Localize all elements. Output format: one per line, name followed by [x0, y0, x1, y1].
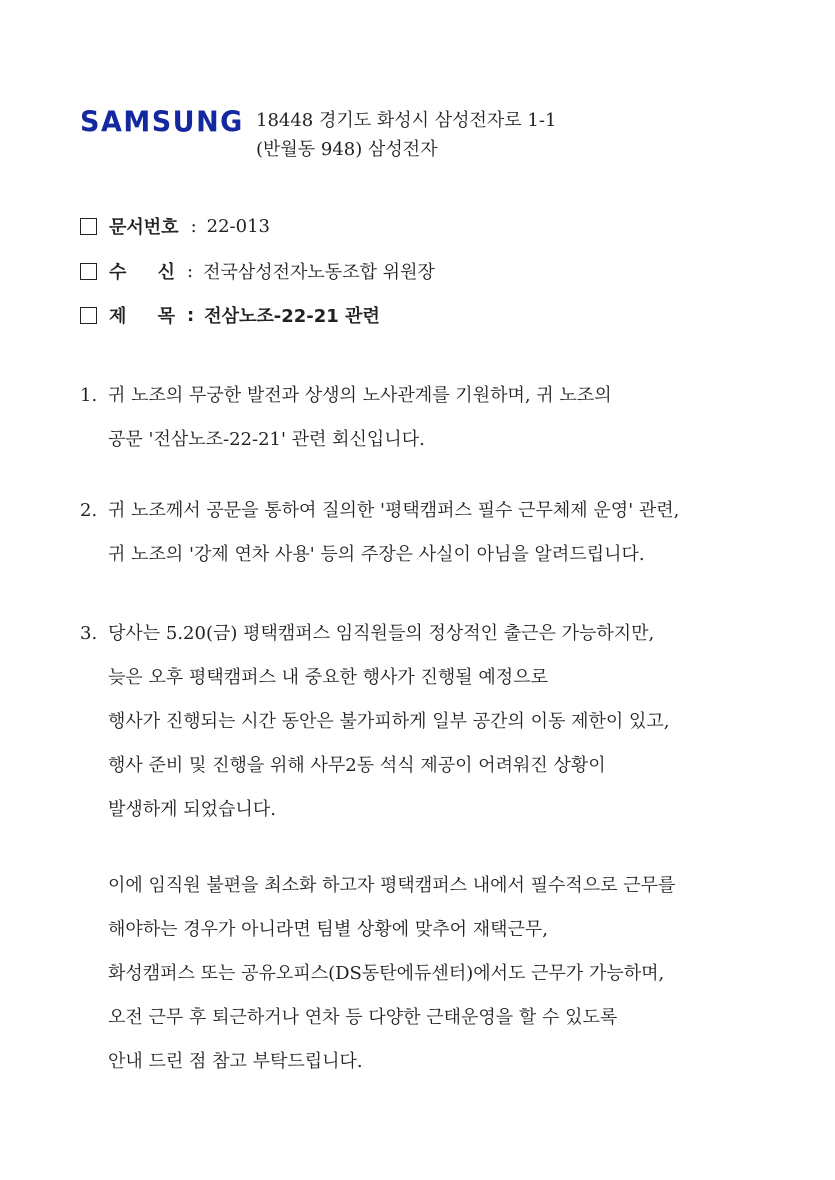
company-address [256, 106, 556, 164]
meta-subject [80, 302, 380, 328]
address-line-2: (반월동 948) 삼성전자 [256, 139, 438, 160]
paragraph-line: 오전 근무 후 퇴근하거나 연차 등 다양한 근태운영을 할 수 있도록 [108, 1007, 618, 1028]
paragraph-line: 안내 드린 점 참고 부탁드립니다. [108, 1051, 363, 1072]
paragraph-line: 행사 준비 및 진행을 위해 사무2동 석식 제공이 어려워진 상황이 [108, 755, 606, 776]
paragraph-line: 해야하는 경우가 아니라면 팀별 상황에 맞추어 재택근무, [108, 919, 548, 940]
colon: : [187, 304, 195, 326]
paragraph-2 [80, 489, 679, 577]
recipient-label: 수 신 [109, 262, 175, 283]
checkbox-square-icon [80, 218, 97, 235]
paragraph-line: 공문 '전삼노조-22-21' 관련 회신입니다. [108, 429, 425, 450]
letterhead [80, 106, 556, 164]
checkbox-square-icon [80, 263, 97, 280]
paragraph-line: 늦은 오후 평택캠퍼스 내 중요한 행사가 진행될 예정으로 [108, 667, 548, 688]
address-line-1: 18448 경기도 화성시 삼성전자로 1-1 [256, 110, 557, 131]
paragraph-line: 귀 노조께서 공문을 통하여 질의한 '평택캠퍼스 필수 근무체제 운영' 관련, [108, 500, 680, 521]
paragraph-3 [80, 612, 669, 832]
doc-number-value: 22-013 [206, 215, 270, 237]
paragraph-line: 화성캠퍼스 또는 공유오피스(DS동탄에듀센터)에서도 근무가 가능하며, [108, 963, 665, 984]
checkbox-square-icon [80, 307, 97, 324]
paragraph-number: 2. [80, 500, 98, 521]
paragraph-number: 3. [80, 623, 98, 644]
recipient-value: 전국삼성전자노동조합 위원장 [203, 262, 435, 283]
paragraph-line: 행사가 진행되는 시간 동안은 불가피하게 일부 공간의 이동 제한이 있고, [108, 711, 670, 732]
paragraph-number: 1. [80, 385, 98, 406]
paragraph-line: 귀 노조의 무궁한 발전과 상생의 노사관계를 기원하며, 귀 노조의 [108, 385, 612, 406]
subject-value: 전삼노조-22-21 관련 [204, 306, 380, 327]
meta-doc-number [80, 213, 270, 239]
paragraph-line: 발생하게 되었습니다. [108, 799, 276, 820]
colon: : [187, 260, 194, 282]
paragraph-line: 이에 임직원 불편을 최소화 하고자 평택캠퍼스 내에서 필수적으로 근무를 [108, 875, 676, 896]
samsung-logo: SAMSUNG [80, 106, 244, 139]
subject-label: 제 목 [109, 306, 175, 327]
doc-number-label: 문서번호 [109, 217, 179, 238]
paragraph-line: 귀 노조의 '강제 연차 사용' 등의 주장은 사실이 아님을 알려드립니다. [108, 544, 645, 565]
paragraph-3-continued [80, 864, 675, 1084]
paragraph-line: 당사는 5.20(금) 평택캠퍼스 임직원들의 정상적인 출근은 가능하지만, [108, 623, 655, 644]
meta-recipient [80, 258, 435, 284]
colon: : [190, 215, 197, 237]
paragraph-1 [80, 374, 612, 462]
